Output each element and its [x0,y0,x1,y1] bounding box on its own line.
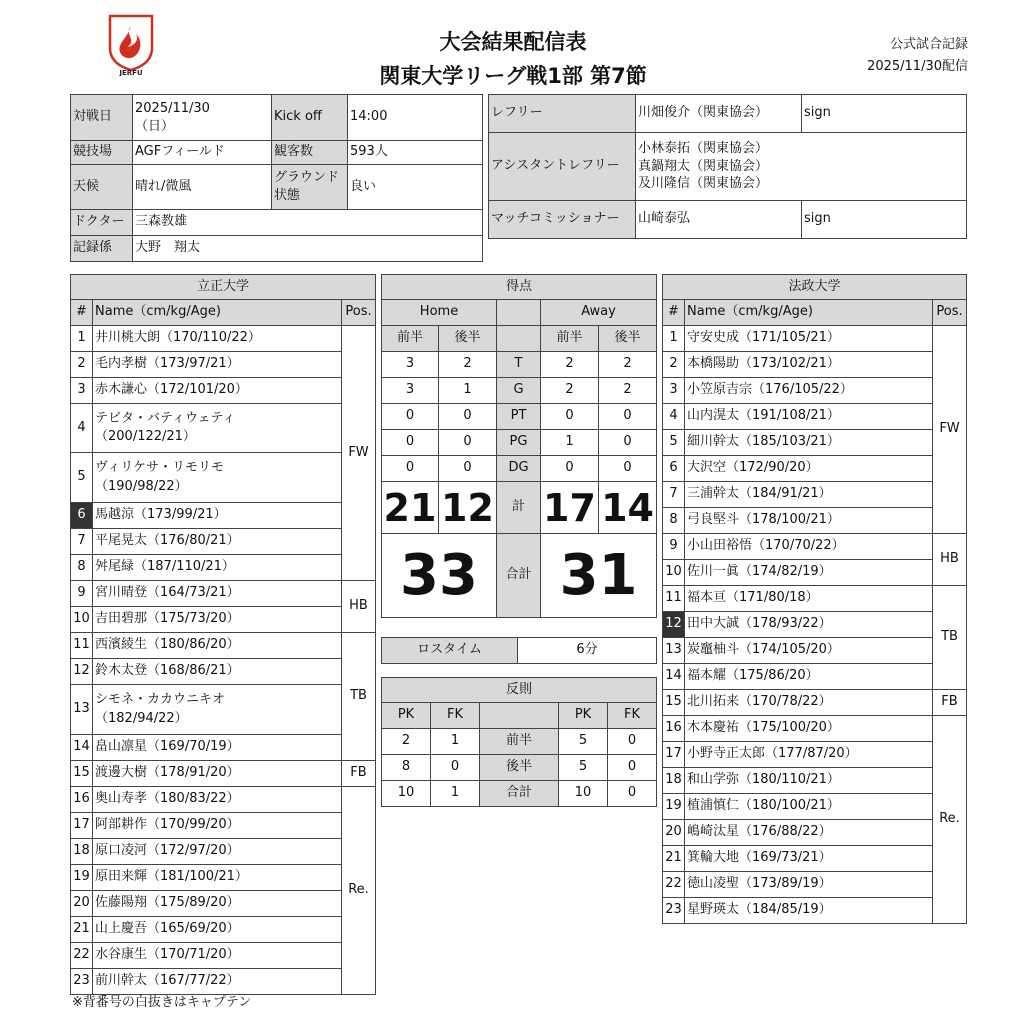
player-name: 佐川一眞（174/82/19） [685,560,933,586]
ar-label: アシスタントレフリー [489,133,636,201]
player-number: 23 [663,898,685,924]
player-name: 山上慶吾（165/69/20） [93,917,342,943]
player-name: 嶋崎汰星（176/88/22） [685,820,933,846]
player-name: 山内滉太（191/108/21） [685,404,933,430]
player-name: 渡邊大樹（178/91/20） [93,761,342,787]
score-cell: 2 [599,378,657,404]
player-name: 田中大誠（178/93/22） [685,612,933,638]
away-second-half-points: 14 [599,482,657,534]
player-name: 奥山寿孝（180/83/22） [93,787,342,813]
player-name: 弓良堅斗（178/100/21） [685,508,933,534]
player-number: 17 [71,813,93,839]
player-name: 福本亘（171/80/18） [685,586,933,612]
penalty-cell: 0 [431,755,480,781]
recorder-label: 記録係 [71,236,133,262]
home-first-half-header: 前半 [382,326,439,352]
score-cell: 2 [439,352,497,378]
player-number: 9 [71,581,93,607]
player-name: 鈴木太登（168/86/21） [93,659,342,685]
score-row-label: DG [497,456,541,482]
player-number: 9 [663,534,685,560]
penalty-cell: 0 [608,755,657,781]
doctor-value: 三森教雄 [133,210,483,236]
player-number: 18 [663,768,685,794]
match-info-table [70,94,483,262]
player-number: 14 [71,735,93,761]
player-number: 23 [71,969,93,995]
position-fb: FB [342,761,376,787]
penalty-cell: 0 [608,729,657,755]
captain-number: 12 [663,612,685,638]
penalty-title: 反則 [382,678,657,703]
date-value: 2025/11/30 （日） [133,95,272,141]
penalty-cell: 2 [382,729,431,755]
score-cell: 2 [599,352,657,378]
penalty-cell: 10 [382,781,431,807]
player-name: シモネ・カカウニキオ （182/94/22） [93,685,342,735]
player-name: 植浦慎仁（180/100/21） [685,794,933,820]
commissioner-label: マッチコミッショナー [489,201,636,239]
weather-value: 晴れ/微風 [133,165,272,210]
player-number: 10 [71,607,93,633]
venue-label: 競技場 [71,141,133,165]
player-name: 吉田碧那（175/73/20） [93,607,342,633]
home-roster-table [70,274,376,995]
score-cell: 2 [541,352,599,378]
away-first-half-points: 17 [541,482,599,534]
score-cell: 0 [382,404,439,430]
player-name: 小笠原吉宗（176/105/22） [685,378,933,404]
ar-values [636,133,967,201]
score-cell: 0 [599,456,657,482]
score-cell: 0 [599,430,657,456]
date-label: 対戦日 [71,95,133,141]
score-cell: 0 [541,456,599,482]
record-type: 公式試合記録 [889,37,968,52]
penalty-cell: 5 [559,729,608,755]
player-number: 17 [663,742,685,768]
position-hb: HB [342,581,376,633]
player-number: 21 [71,917,93,943]
captain-number: 6 [71,503,93,529]
player-name: 水谷康生（170/71/20） [93,943,342,969]
away-second-half-header: 後半 [599,326,657,352]
player-name: テビタ・バティウェティ （200/122/21） [93,404,342,453]
player-number: 6 [663,456,685,482]
player-name: 井川桃大朗（170/110/22） [93,326,342,352]
player-number: 11 [663,586,685,612]
player-name: 西濱綾生（180/86/20） [93,633,342,659]
penalty-cell: 1 [431,729,480,755]
attendance-label: 観客数 [272,141,348,165]
score-cell: 0 [382,430,439,456]
score-cell: 3 [382,378,439,404]
player-name: 毛内孝樹（173/97/21） [93,352,342,378]
document-subtitle: 関東大学リーグ戦1部 第7節 [379,64,647,88]
player-name: 馬越涼（173/99/21） [93,503,342,529]
player-number: 16 [71,787,93,813]
player-number: 12 [71,659,93,685]
player-number: 22 [663,872,685,898]
player-number: 3 [663,378,685,404]
player-number: 3 [71,378,93,404]
player-number: 13 [663,638,685,664]
doctor-label: ドクター [71,210,133,236]
penalty-cell: 1 [431,781,480,807]
ar-2: 真鍋翔太（関東協会） [638,158,769,174]
score-row-label: T [497,352,541,378]
player-name: 佐藤陽翔（175/89/20） [93,891,342,917]
penalty-row-label: 合計 [480,781,559,807]
score-blank [497,300,541,326]
loss-time-table [381,637,657,664]
player-name: 畠山凛星（169/70/19） [93,735,342,761]
player-name: 小野寺正太郎（177/87/20） [685,742,933,768]
position-fw: FW [342,326,376,581]
score-cell: 1 [439,378,497,404]
captain-footnote: ※背番号の白抜きはキャプテン [72,995,252,1010]
player-number: 22 [71,943,93,969]
weather-label: 天候 [71,165,133,210]
away-pk-header: PK [559,703,608,729]
document-title: 大会結果配信表 [439,30,587,54]
penalty-cell: 5 [559,755,608,781]
position-fb: FB [933,690,967,716]
home-label: Home [382,300,497,326]
score-title: 得点 [382,275,657,300]
score-cell: 2 [541,378,599,404]
score-row-label: PT [497,404,541,430]
roster-num-header: # [71,300,93,326]
player-name: 前川幹太（167/77/22） [93,969,342,995]
roster-num-header: # [663,300,685,326]
ground-label: グラウンド 状態 [272,165,348,210]
home-team-name: 立正大学 [71,275,376,300]
commissioner-sign: sign [802,201,967,239]
officials-table [488,94,967,239]
position-re: Re. [933,716,967,924]
recorder-value: 大野 翔太 [133,236,483,262]
position-tb: TB [342,633,376,761]
score-cell: 3 [382,352,439,378]
position-hb: HB [933,534,967,586]
player-name: ヴィリケサ・リモリモ （190/98/22） [93,453,342,503]
position-fw: FW [933,326,967,534]
away-total-score: 31 [541,534,657,618]
player-name: 本橋陽助（173/102/21） [685,352,933,378]
ar-1: 小林泰拓（関東協会） [638,141,769,157]
player-name: 赤木謙心（172/101/20） [93,378,342,404]
player-number: 10 [663,560,685,586]
player-name: 星野瑛太（184/85/19） [685,898,933,924]
player-number: 14 [663,664,685,690]
player-number: 5 [663,430,685,456]
penalty-row-label: 前半 [480,729,559,755]
player-name: 原田来輝（181/100/21） [93,865,342,891]
referee-value: 川畑俊介（関東協会） [636,95,802,133]
penalty-cell: 10 [559,781,608,807]
player-name: 宮川晴登（164/73/21） [93,581,342,607]
subtotal-label: 計 [497,482,541,534]
player-number: 18 [71,839,93,865]
player-number: 4 [71,404,93,453]
player-name: 大沢空（172/90/20） [685,456,933,482]
player-number: 5 [71,453,93,503]
loss-time-label: ロスタイム [382,638,518,664]
away-first-half-header: 前半 [541,326,599,352]
score-cell: 0 [382,456,439,482]
away-team-name: 法政大学 [663,275,967,300]
kickoff-value: 14:00 [348,95,483,141]
roster-pos-header: Pos. [342,300,376,326]
home-total-score: 33 [382,534,497,618]
player-name: 徳山凌聖（173/89/19） [685,872,933,898]
referee-sign: sign [802,95,967,133]
player-number: 1 [71,326,93,352]
player-number: 19 [71,865,93,891]
penalty-cell: 8 [382,755,431,781]
player-number: 13 [71,685,93,735]
position-tb: TB [933,586,967,690]
player-number: 16 [663,716,685,742]
score-cell: 0 [439,456,497,482]
home-second-half-header: 後半 [439,326,497,352]
venue-value: AGFフィールド [133,141,272,165]
player-number: 21 [663,846,685,872]
penalty-blank [480,703,559,729]
home-fk-header: FK [431,703,480,729]
ground-value: 良い [348,165,483,210]
player-name: 小山田裕悟（170/70/22） [685,534,933,560]
player-number: 15 [663,690,685,716]
player-number: 8 [71,555,93,581]
player-name: 箕輪大地（169/73/21） [685,846,933,872]
score-table [381,274,657,618]
distribution-date: 2025/11/30配信 [867,59,968,74]
ar-3: 及川隆信（関東協会） [638,176,769,192]
player-number: 2 [663,352,685,378]
roster-name-header: Name（cm/kg/Age) [685,300,933,326]
player-name: 福本耀（175/86/20） [685,664,933,690]
player-name: 平尾晃太（176/80/21） [93,529,342,555]
player-name: 三浦幹太（184/91/21） [685,482,933,508]
home-second-half-points: 12 [439,482,497,534]
player-number: 20 [71,891,93,917]
player-name: 舛尾緑（187/110/21） [93,555,342,581]
player-number: 19 [663,794,685,820]
away-fk-header: FK [608,703,657,729]
player-number: 2 [71,352,93,378]
player-number: 4 [663,404,685,430]
home-pk-header: PK [382,703,431,729]
player-name: 和山学弥（180/110/21） [685,768,933,794]
player-number: 7 [663,482,685,508]
penalty-row-label: 後半 [480,755,559,781]
player-name: 木本慶祐（175/100/20） [685,716,933,742]
player-number: 1 [663,326,685,352]
score-cell: 1 [541,430,599,456]
player-name: 阿部耕作（170/99/20） [93,813,342,839]
player-name: 炭竈柚斗（174/105/20） [685,638,933,664]
score-row-label: PG [497,430,541,456]
penalty-cell: 0 [608,781,657,807]
loss-time-value: 6分 [518,638,657,664]
player-name: 守安史成（171/105/21） [685,326,933,352]
away-roster-table [662,274,967,924]
player-number: 8 [663,508,685,534]
score-blank [497,326,541,352]
date-day: （日） [135,118,175,134]
total-label: 合計 [497,534,541,618]
penalty-table [381,677,657,807]
position-re: Re. [342,787,376,995]
roster-pos-header: Pos. [933,300,967,326]
score-cell: 0 [439,404,497,430]
player-number: 20 [663,820,685,846]
roster-name-header: Name（cm/kg/Age) [93,300,342,326]
player-name: 北川拓来（170/78/22） [685,690,933,716]
referee-label: レフリー [489,95,636,133]
logo-text: JERFU [119,69,143,76]
player-number: 15 [71,761,93,787]
home-first-half-points: 21 [382,482,439,534]
score-cell: 0 [541,404,599,430]
attendance-value: 593人 [348,141,483,165]
player-name: 原口凌河（172/97/20） [93,839,342,865]
player-number: 11 [71,633,93,659]
score-row-label: G [497,378,541,404]
away-label: Away [541,300,657,326]
score-cell: 0 [439,430,497,456]
player-number: 7 [71,529,93,555]
score-cell: 0 [599,404,657,430]
kickoff-label: Kick off [272,95,348,141]
commissioner-value: 山崎泰弘 [636,201,802,239]
player-name: 細川幹太（185/103/21） [685,430,933,456]
